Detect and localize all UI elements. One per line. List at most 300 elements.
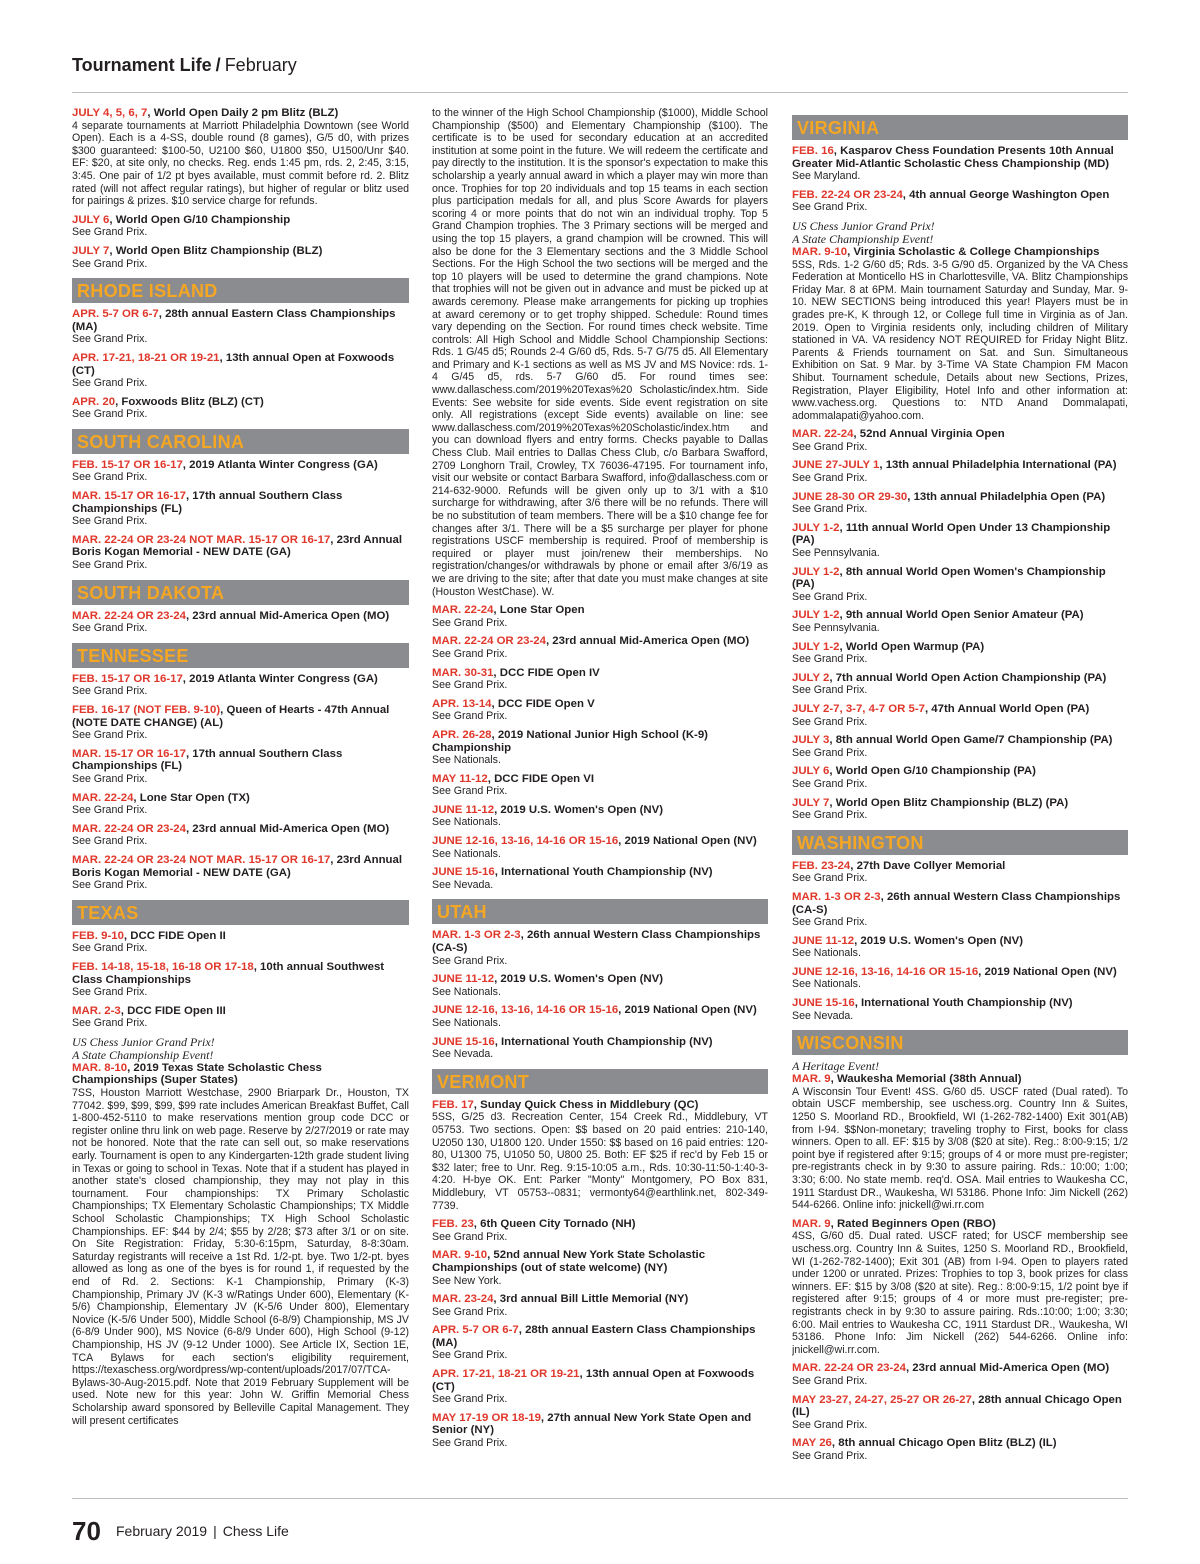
event-date: JULY 1-2 (792, 521, 840, 534)
event-listing (792, 566, 1128, 604)
event-listing (792, 672, 1128, 697)
event-listing (72, 490, 409, 528)
event-date: MAR. 22-24 OR 23-24 (72, 609, 186, 622)
event-reference: See Grand Prix. (792, 1418, 868, 1431)
event-reference: See Nationals. (792, 947, 861, 960)
event-heading (72, 930, 409, 943)
event-date: JULY 6 (72, 213, 110, 226)
event-listing (432, 835, 768, 860)
page-footer (72, 1498, 1128, 1559)
event-listing (792, 522, 1128, 560)
event-reference: See Grand Prix. (72, 226, 148, 239)
event-heading (72, 823, 409, 836)
event-listing (72, 459, 409, 484)
event-date: JULY 2-7, 3-7, 4-7 OR 5-7 (792, 702, 925, 715)
event-reference: See Grand Prix. (72, 685, 148, 698)
event-date: MAR. 15-17 OR 16-17 (72, 490, 186, 503)
event-listing (792, 1394, 1128, 1432)
event-listing (792, 966, 1128, 991)
state-heading: SOUTH CAROLINA (72, 429, 409, 454)
event-reference: See Grand Prix. (792, 503, 868, 516)
event-heading (432, 1249, 768, 1274)
event-details: 5SS, G/25 d3. Recreation Center, 154 Creek Rd., Middlebury, VT 05753. Two sections. Open: $$ based on 20 paid entries: 210-140, U2050 130, U1800 120. Under 1550: $$ based on 16 paid entries: 120-80, U1300 75, U1050 50, U800 25. Both: EF $25 if rec'd by Feb 15 or $32 later; free to Unr. Reg. 9:15-10:05 a.m., Rds. 10:30-11:50-1:40-3-4:20. H-bye OK. Ent: Parker "Monty" Montgomery, PO Box 831, Middlebury, VT 05753--0831; vermonty64@earthlink.net, 802-349-7739. (432, 1111, 768, 1212)
event-date: APR. 20 (72, 395, 116, 408)
event-reference: See Grand Prix. (432, 1437, 508, 1450)
event-listing (432, 1412, 768, 1450)
event-reference: See Grand Prix. (792, 472, 868, 485)
event-heading (72, 748, 409, 773)
event-reference: See Grand Prix. (72, 333, 148, 346)
event-reference: See Nevada. (432, 878, 494, 891)
state-heading: VERMONT (432, 1069, 768, 1094)
event-title: , 2019 National Open (NV) (618, 1004, 757, 1017)
event-title: , 2019 Atlanta Winter Congress (GA) (182, 458, 378, 471)
event-title: , 23rd annual Mid-America Open (MO) (545, 635, 750, 648)
event-reference: See Grand Prix. (72, 942, 148, 955)
event-date: MAY 23-27, 24-27, 25-27 OR 26-27 (792, 1393, 972, 1406)
event-heading (72, 107, 409, 120)
event-details: 5SS, Rds. 1-2 G/60 d5; Rds. 3-5 G/90 d5. Organized by the VA Chess Federation at Monticello HS in Charlottesville, VA. Blitz Championships Friday Mar. 8 at 6PM. Main tournament Saturday and Sunday, Mar. 9-10. NEW SECTIONS being introduced this year! Players must be in grades pre-K, K through 12, or College full time in Virginia as of Jan. 2019. Open to Virginia residents only, including children of Military stationed in VA. VA residency NOT REQUIRED for Friday Night Blitz. Parents & Friends tournament on Sat. and Sun. Simultaneous Exhibition on Sat. 9 Mar. by 3-Time VA State Champion FM Macon Shibut. Tournament schedule, Details about new Sections, Prizes, Registration, Player Eligibility, Hotel Info and other information at: www.vachess.org. Questions to: NTD Anand Dommalapati, adommalapati@yahoo.com. (792, 258, 1128, 422)
event-heading (792, 1394, 1128, 1419)
state-heading: TENNESSEE (72, 643, 409, 668)
event-date: JULY 7 (72, 244, 110, 257)
event-heading (792, 1218, 1128, 1231)
event-listing (72, 396, 409, 421)
event-date: FEB. 16 (792, 145, 834, 157)
event-title: , 23rd annual Mid-America Open (MO) (905, 1362, 1110, 1375)
event-listing (432, 667, 768, 692)
event-reference: See New York. (432, 1274, 502, 1287)
event-title: , 27th annual New York State Open and Senior (NY) (432, 1411, 752, 1437)
event-title: , 2019 U.S. Women's Open (NV) (854, 934, 1024, 947)
event-title: , 17th annual Southern Class Championships (FL) (72, 490, 343, 515)
event-reference: See Grand Prix. (72, 377, 148, 390)
event-date: MAR. 22-24 (72, 791, 134, 804)
event-date: FEB. 16-17 (NOT FEB. 9-10) (72, 704, 221, 716)
event-reference: See Grand Prix. (72, 729, 148, 742)
event-tagline: A State Championship Event! (792, 231, 934, 246)
event-title: , DCC FIDE Open V (491, 697, 595, 710)
event-listing (72, 107, 409, 208)
footer-sep: | (213, 1523, 217, 1539)
event-reference: See Grand Prix. (792, 1449, 868, 1462)
event-reference: See Maryland. (792, 170, 861, 183)
event-listing (72, 245, 409, 270)
event-title: , DCC FIDE Open IV (493, 666, 600, 679)
event-heading (72, 534, 409, 559)
event-heading (792, 703, 1128, 716)
event-heading (432, 929, 768, 954)
event-reference: See Nevada. (792, 1009, 854, 1022)
event-listing (792, 891, 1128, 929)
event-reference: See Nationals. (432, 847, 501, 860)
event-title: , International Youth Championship (NV) (494, 1035, 713, 1048)
event-reference: See Grand Prix. (432, 679, 508, 692)
event-date: JULY 1-2 (792, 609, 840, 622)
event-heading (72, 1005, 409, 1018)
event-date: FEB. 17 (432, 1098, 474, 1111)
event-date: JULY 3 (792, 734, 830, 747)
state-heading: VIRGINIA (792, 115, 1128, 140)
column-middle (432, 107, 768, 1537)
event-reference: See Grand Prix. (432, 647, 508, 660)
event-heading (432, 773, 768, 786)
event-title: , 2019 U.S. Women's Open (NV) (494, 973, 664, 986)
event-reference: See Nationals. (432, 816, 501, 829)
event-date: JUNE 12-16, 13-16, 14-16 OR 15-16 (432, 835, 619, 848)
event-title: , 28th annual Chicago Open (IL) (792, 1393, 1122, 1419)
state-heading: RHODE ISLAND (72, 278, 409, 303)
event-tagline: US Chess Junior Grand Prix! (72, 1034, 215, 1049)
event-listing (792, 189, 1128, 214)
event-title: , World Open G/10 Championship (PA) (829, 765, 1036, 778)
event-title: , 47th Annual World Open (PA) (924, 702, 1090, 715)
event-listing (792, 860, 1128, 885)
event-title: , 13th annual Philadelphia Open (PA) (907, 490, 1106, 503)
event-heading (72, 704, 409, 729)
event-title: , 8th annual World Open Game/7 Championship (PA) (829, 734, 1113, 747)
event-reference: See Grand Prix. (792, 777, 868, 790)
event-heading (432, 667, 768, 680)
event-listing (72, 748, 409, 786)
event-reference: See Grand Prix. (72, 1017, 148, 1030)
event-heading (792, 672, 1128, 685)
section-month: February (224, 55, 297, 75)
event-listing (792, 997, 1128, 1022)
event-date: JUNE 12-16, 13-16, 14-16 OR 15-16 (792, 965, 979, 978)
event-date: JUNE 28-30 OR 29-30 (792, 490, 908, 503)
event-title: , World Open Warmup (PA) (839, 640, 985, 653)
event-title: , 4th annual George Washington Open (902, 188, 1110, 201)
event-title: , 7th annual World Open Action Championship (PA) (829, 671, 1107, 684)
event-title: , 23rd annual Mid-America Open (MO) (185, 609, 390, 622)
event-date: APR. 17-21, 18-21 OR 19-21 (432, 1368, 580, 1381)
event-date: FEB. 14-18, 15-18, 16-18 OR 17-18 (72, 960, 254, 973)
event-listing (432, 635, 768, 660)
event-listing (792, 145, 1128, 183)
event-title: , Sunday Quick Chess in Middlebury (QC) (473, 1098, 699, 1111)
event-reference: See Grand Prix. (72, 257, 148, 270)
event-reference: See Grand Prix. (432, 785, 508, 798)
event-reference: See Grand Prix. (72, 835, 148, 848)
event-title: , 6th Queen City Tornado (NH) (473, 1218, 636, 1231)
event-listing (72, 352, 409, 390)
event-details: 4 separate tournaments at Marriott Philadelphia Downtown (see World Open). Each is a 4-SS, double round (8 games), G/5 d0, with prizes $300 guaranteed: $100-50, U2100 $60, U1800 $50, U1500/Unr $40. EF: $20, at site only, no checks. Reg. ends 1:45 pm, rds. 2, 2:45, 3:15, 3:45. One pair of 1/2 pt byes available, must commit before rd. 2. Blitz rated (will not affect regular ratings), but higher of regular or blitz used for pairings & prizes. $10 service charge for refunds. (72, 119, 409, 208)
event-listing (432, 1324, 768, 1362)
event-date: MAR. 22-24 OR 23-24 (792, 1362, 906, 1375)
event-title: , DCC FIDE Open VI (487, 772, 595, 785)
event-listing (792, 641, 1128, 666)
event-reference: See Grand Prix. (792, 684, 868, 697)
event-reference: See Grand Prix. (432, 954, 508, 967)
event-date: APR. 17-21, 18-21 OR 19-21 (72, 351, 220, 364)
event-heading (72, 1062, 409, 1087)
event-title: , 52nd annual New York State Scholastic Championships (out of state welcome) (NY) (432, 1249, 706, 1274)
event-heading (432, 1293, 768, 1306)
event-heading (792, 246, 1128, 259)
event-date: JULY 7 (792, 796, 830, 809)
event-listing (432, 866, 768, 891)
event-title: , 23rd annual Mid-America Open (MO) (185, 822, 390, 835)
event-title: , International Youth Championship (NV) (854, 997, 1073, 1010)
issue-date: February 2019 (116, 1523, 208, 1539)
event-reference: See Grand Prix. (432, 1305, 508, 1318)
event-date: FEB. 15-17 OR 16-17 (72, 458, 183, 471)
event-title: , 2019 National Junior High School (K-9) Championship (432, 728, 708, 754)
event-heading (792, 491, 1128, 504)
event-listing (72, 308, 409, 346)
event-heading (792, 765, 1128, 778)
event-listing (72, 704, 409, 742)
event-heading (72, 610, 409, 623)
state-heading: WASHINGTON (792, 830, 1128, 855)
event-listing (792, 765, 1128, 790)
event-heading (72, 961, 409, 986)
event-date: MAR. 22-24 OR 23-24 NOT MAR. 15-17 OR 16-17 (72, 533, 331, 546)
event-title: , 52nd Annual Virginia Open (853, 428, 1005, 441)
event-heading (792, 860, 1128, 873)
event-reference: See Grand Prix. (72, 515, 148, 528)
event-reference: See Nevada. (432, 1048, 494, 1061)
event-listing (432, 729, 768, 767)
event-listing (432, 1004, 768, 1029)
event-listing (432, 1368, 768, 1406)
event-date: JUNE 27-JULY 1 (792, 459, 880, 472)
event-listing (72, 823, 409, 848)
event-title: , Lone Star Open (TX) (133, 791, 250, 804)
event-listing (792, 734, 1128, 759)
event-reference: See Grand Prix. (792, 715, 868, 728)
event-listing (432, 698, 768, 723)
event-listing (432, 1036, 768, 1061)
event-reference: See Grand Prix. (72, 986, 148, 999)
event-listing (432, 804, 768, 829)
event-listing (792, 797, 1128, 822)
event-title: , 2019 National Open (NV) (978, 965, 1117, 978)
event-date: JUNE 15-16 (432, 866, 495, 879)
event-reference: See Grand Prix. (432, 1349, 508, 1362)
event-listing (792, 491, 1128, 516)
event-date: FEB. 23 (432, 1218, 474, 1231)
event-date: APR. 13-14 (432, 697, 492, 710)
event-details: to the winner of the High School Championship ($1000), Middle School Championship ($500) and Elementary Championship ($100). The certificate is to be used for secondary education at an accredited institution at some point in the future. We will redeem the certificate and pay directly to the institution. It is the sponsor's expectation to make this scholarship a yearly annual award in which a player may win more than once. Trophies for top 20 individuals and top 15 teams in each section plus participation medals for all, and plus Score Awards for players scoring 4 or more points that do not win an individual trophy. Top 5 Grand Champion trophies. The 3 Primary sections will be merged and using the top 15 players, a grand champion will be crowned. This will also be done for the 3 Elementary sections and the 3 Middle School Sections. For the High School the two sections will be merged and the top 10 players will be used to determine the grand champions. Note that trophies will not be given out in advance and must be picked up at awards ceremony. Please make arrangements for picking up trophies at award ceremony or to get trophy shipped. Schedule: Round times vary depending on the Section. For round times check website. Time controls: All High School and Middle School Championship Sections: Rds. 1 G/45 d5; Rounds 2-4 G/60 d5, Rds. 5-7 G/75 d5. All Elementary and Primary and K-1 sections as well as MS JV and MS Novice: rds. 1-4 G/45 d5, rds. 5-7 G/60 d5. For round times see: www.dallaschess.com/2019%20Texas%20 Scholastic/index.htm. Side Events: See website for side events. Side event registration on site only. All registrations (except Side events) available on line: see www.dallaschess.com/2019%20Texas%20Scholastic/index.htm and you can download flyers and entry forms. Checks payable to Dallas Chess Club. Mail entries to Dallas Chess Club, c/o Barbara Swafford, 2709 Longhorn Trail, Crowley, TX 76036-47195. For tournament info, visit our website or contact Barbara Swafford, info@dallaschess.com or 214-632-9000. Refunds will be given only up to 3/1 with a $10 surcharge for withdrawing, after 3/6 there will be no refunds. There will be no substitution of team members. There will be a $10 change fee for changes after 3/1. There will be a $5 surcharge per player for phone registrations USCF membership is required. Proof of membership is required or player must join/renew their memberships. No registration/changes/or withdrawals by phone or email after 3/6/19 as we are driving to the site; after that date you must make changes at site (Houston WestChase). W. (432, 107, 768, 598)
event-date: JUNE 11-12 (432, 803, 495, 816)
event-listing (432, 604, 768, 629)
state-heading: WISCONSIN (792, 1030, 1128, 1055)
event-title: , World Open Daily 2 pm Blitz (BLZ) (147, 107, 339, 119)
event-reference: See Grand Prix. (792, 746, 868, 759)
event-heading (72, 459, 409, 472)
event-heading (432, 866, 768, 879)
event-date: MAR. 22-24 OR 23-24 NOT MAR. 15-17 OR 16-17 (72, 853, 331, 866)
event-reference: See Grand Prix. (432, 710, 508, 723)
event-heading (792, 1437, 1128, 1450)
event-heading (72, 792, 409, 805)
event-listing (72, 961, 409, 999)
event-reference: See Grand Prix. (72, 804, 148, 817)
event-title: , 8th annual World Open Women's Championship (PA) (792, 565, 1106, 591)
event-listing (432, 973, 768, 998)
event-listing (432, 1099, 768, 1212)
event-title: , 26th annual Western Class Championships (CA-S) (792, 890, 1121, 916)
event-reference: See Nationals. (432, 754, 501, 767)
event-date: APR. 5-7 OR 6-7 (432, 1324, 519, 1337)
event-reference: See Pennsylvania. (792, 547, 880, 560)
event-heading (792, 428, 1128, 441)
event-date: MAY 26 (792, 1437, 832, 1450)
event-listing (72, 673, 409, 698)
state-heading: SOUTH DAKOTA (72, 580, 409, 605)
event-heading (792, 997, 1128, 1010)
event-reference: See Grand Prix. (432, 1393, 508, 1406)
event-date: MAR. 22-24 (792, 428, 854, 441)
event-listing (792, 1362, 1128, 1387)
event-date: JUNE 15-16 (792, 997, 855, 1010)
event-reference: See Nationals. (432, 1017, 501, 1029)
event-heading (432, 1218, 768, 1231)
event-title: , Kasparov Chess Foundation Presents 10th Annual Greater Mid-Atlantic Scholastic Chess Championship (MD) (792, 145, 1114, 170)
event-title: , Virginia Scholastic & College Championships (847, 245, 1100, 258)
event-heading (432, 1099, 768, 1112)
event-date: MAR. 1-3 OR 2-3 (432, 929, 521, 942)
event-listing (792, 428, 1128, 453)
event-date: MAR. 9-10 (432, 1249, 488, 1262)
event-heading (72, 308, 409, 333)
event-title: , DCC FIDE Open III (120, 1004, 226, 1017)
event-listing (72, 534, 409, 572)
event-date: MAR. 30-31 (432, 666, 494, 679)
event-heading (792, 522, 1128, 547)
event-title: , Rated Beginners Open (RBO) (830, 1217, 996, 1230)
running-head (72, 52, 1128, 78)
column-right (792, 107, 1128, 1537)
event-heading (432, 1368, 768, 1393)
event-date: JULY 6 (792, 765, 830, 778)
event-tagline: A State Championship Event! (72, 1047, 214, 1062)
event-heading (432, 804, 768, 817)
event-title: , 3rd annual Bill Little Memorial (NY) (493, 1293, 689, 1306)
event-listing (72, 854, 409, 892)
event-title: , 10th annual Southwest Class Championships (72, 960, 385, 986)
event-reference: See Grand Prix. (72, 772, 148, 785)
event-heading (72, 214, 409, 227)
event-date: FEB. 22-24 OR 23-24 (792, 188, 903, 201)
event-title: , International Youth Championship (NV) (494, 866, 713, 879)
event-date: MAR. 8-10 (72, 1061, 128, 1074)
event-reference: See Nationals. (792, 978, 861, 991)
event-listing (72, 610, 409, 635)
event-title: , 11th annual World Open Under 13 Championship (PA) (792, 521, 1111, 547)
event-heading (72, 245, 409, 258)
event-reference: See Grand Prix. (792, 872, 868, 885)
event-title: , Lone Star Open (493, 604, 585, 617)
event-date: MAR. 9 (792, 1217, 831, 1230)
event-reference: See Pennsylvania. (792, 622, 880, 634)
event-reference: See Grand Prix. (72, 471, 148, 484)
event-heading (432, 1036, 768, 1049)
event-heading (792, 891, 1128, 916)
event-date: MAR. 23-24 (432, 1293, 494, 1306)
event-date: JUNE 11-12 (432, 973, 495, 986)
event-date: MAR. 22-24 (432, 604, 494, 617)
event-date: MAR. 1-3 OR 2-3 (792, 890, 881, 903)
event-listing (792, 1060, 1128, 1212)
event-title: , World Open Blitz Championship (BLZ) (109, 244, 323, 257)
event-heading (72, 490, 409, 515)
event-title: , 13th annual Open at Foxwoods (CT) (72, 351, 395, 377)
event-heading (432, 1004, 768, 1017)
event-listing (792, 703, 1128, 728)
event-title: , 2019 National Open (NV) (618, 835, 757, 848)
event-reference: See Grand Prix. (72, 408, 148, 421)
event-title: , Queen of Hearts - 47th Annual (NOTE DATE CHANGE) (AL) (72, 704, 390, 729)
event-heading (792, 641, 1128, 654)
state-heading: TEXAS (72, 900, 409, 925)
page-header (72, 52, 1128, 93)
event-title: , 2019 Texas State Scholastic Chess Championships (Super States) (72, 1061, 322, 1087)
event-title: , DCC FIDE Open II (123, 929, 226, 942)
event-heading (432, 835, 768, 848)
event-date: MAR. 9 (792, 1073, 831, 1086)
event-heading (792, 1073, 1128, 1086)
event-title: , 13th annual Philadelphia International (PA) (879, 459, 1117, 472)
event-reference: See Grand Prix. (432, 1230, 508, 1243)
event-listing (792, 1437, 1128, 1462)
event-reference: See Grand Prix. (792, 653, 868, 666)
event-date: JULY 1-2 (792, 565, 840, 578)
event-date: JUNE 12-16, 13-16, 14-16 OR 15-16 (432, 1004, 619, 1017)
event-title: , 27th Dave Collyer Memorial (850, 859, 1006, 872)
event-listing (792, 935, 1128, 960)
event-heading (792, 145, 1128, 170)
event-date: MAR. 2-3 (72, 1004, 121, 1017)
event-title: , 2019 U.S. Women's Open (NV) (494, 803, 664, 816)
event-title: , 28th annual Eastern Class Championships (MA) (432, 1324, 756, 1349)
event-date: MAY 17-19 OR 18-19 (432, 1411, 541, 1424)
column-left (72, 107, 409, 1537)
event-heading (432, 604, 768, 617)
event-title: , 28th annual Eastern Class Championships (MA) (72, 308, 396, 333)
event-heading (432, 698, 768, 711)
event-listing (72, 214, 409, 239)
event-date: MAR. 22-24 OR 23-24 (72, 822, 186, 835)
event-listing (72, 1036, 409, 1427)
event-reference: See Grand Prix. (72, 559, 148, 572)
event-date: APR. 26-28 (432, 728, 492, 741)
event-date: FEB. 15-17 OR 16-17 (72, 672, 183, 685)
event-reference: See Grand Prix. (792, 1374, 868, 1387)
section-title: Tournament Life (72, 55, 212, 75)
event-heading (72, 352, 409, 377)
page-number: 70 (72, 1516, 101, 1546)
event-reference: See Grand Prix. (432, 616, 508, 629)
event-details: 4SS, G/60 d5. Dual rated. USCF rated; for USCF membership see uschess.org. Country Inn & Suites, 1250 S. Moorland RD., Brookfield, WI (1-262-782-1400); Exit 301 (AB) from I-94. Open to players rated under 1200 or unrated. Prizes: Trophies to top 3, book prizes for class winners. EF: $15 by 3/08 ($20 at site). Reg.: 8:00-9:15, 1/2 point bye if registered after 9:15; groups of 4 or more must pre-register; pre-registrants check in by 9:30 to assure pairing. Rds.:10:00; 1:00; 3:30; 6:00. Mail entries to Waukesha CC, 1911 Stardust DR., Waukesha, WI 53186. Phone Info: Jim Nickell (262) 544-6266. Online info: jnickell@wi.rr.com. (792, 1230, 1128, 1356)
event-heading (792, 734, 1128, 747)
event-tagline: US Chess Junior Grand Prix! (792, 218, 935, 233)
event-date: JUNE 11-12 (792, 934, 855, 947)
event-date: JULY 4, 5, 6, 7 (72, 107, 148, 119)
event-heading (792, 797, 1128, 810)
event-listing (72, 792, 409, 817)
event-title: , Foxwoods Blitz (BLZ) (CT) (115, 395, 264, 408)
event-heading (792, 966, 1128, 979)
event-listing (432, 107, 768, 598)
event-listing (432, 773, 768, 798)
event-date: JULY 2 (792, 671, 830, 684)
event-title: , 23rd Annual Boris Kogan Memorial - NEW DATE (GA) (72, 533, 403, 559)
event-date: MAR. 22-24 OR 23-24 (432, 635, 546, 648)
event-heading (72, 396, 409, 409)
